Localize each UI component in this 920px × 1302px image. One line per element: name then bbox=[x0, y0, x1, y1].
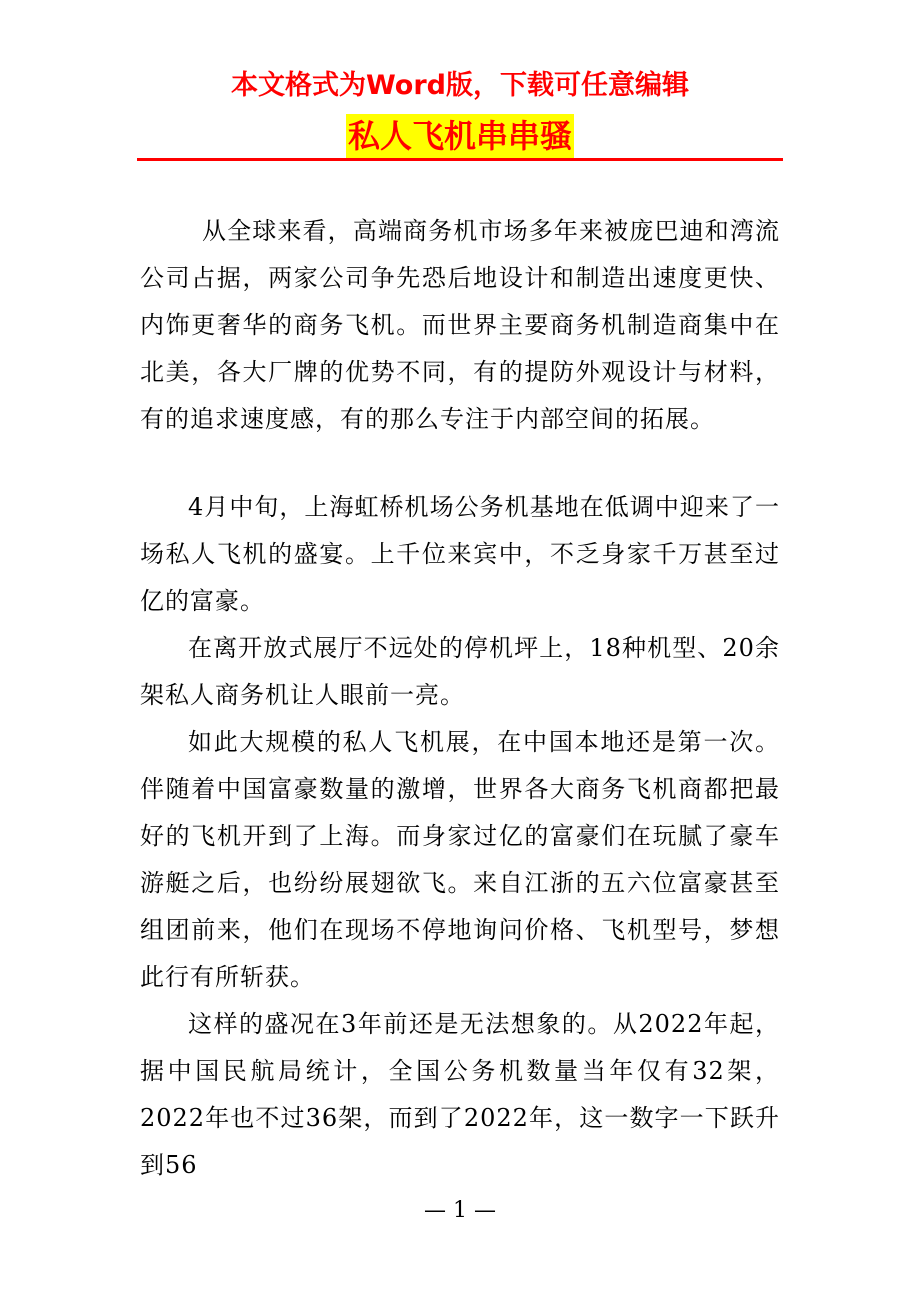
title-wrap bbox=[0, 114, 920, 158]
paragraph-3: 在离开放式展厅不远处的停机坪上，18种机型、20余架私人商务机让人眼前一亮。 bbox=[140, 634, 780, 709]
page-number: — 1 — bbox=[424, 1198, 496, 1223]
header-divider bbox=[137, 158, 783, 161]
document-body bbox=[140, 208, 780, 1189]
paragraph-2: 4月中旬，上海虹桥机场公务机基地在低调中迎来了一场私人飞机的盛宴。上千位来宾中，不乏身家千万甚至过亿的富豪。 bbox=[140, 493, 780, 615]
paragraph-5: 这样的盛况在3年前还是无法想象的。从2022年起，据中国民航局统计，全国公务机数量当年仅有32架，2022年也不过36架，而到了2022年，这一数字一下跃升到56 bbox=[140, 1010, 780, 1179]
paragraph-1: 从全球来看，高端商务机市场多年来被庞巴迪和湾流公司占据，两家公司争先恐后地设计和制造出速度更快、内饰更奢华的商务飞机。而世界主要商务机制造商集中在北美，各大厂牌的优势不同，有的提防外观设计与材料，有的追求速度感，有的那么专注于内部空间的拓展。 bbox=[140, 217, 780, 433]
download-notice: 本文格式为Word版，下载可任意编辑 bbox=[230, 70, 689, 101]
document-title: 私人飞机串串骚 bbox=[346, 114, 574, 158]
paragraph-4: 如此大规模的私人飞机展，在中国本地还是第一次。伴随着中国富豪数量的激增，世界各大商务飞机商都把最好的飞机开到了上海。而身家过亿的富豪们在玩腻了豪车游艇之后，也纷纷展翅欲飞。来自江浙的五六位富豪甚至组团前来，他们在现场不停地询问价格、飞机型号，梦想此行有所斩获。 bbox=[140, 728, 780, 991]
